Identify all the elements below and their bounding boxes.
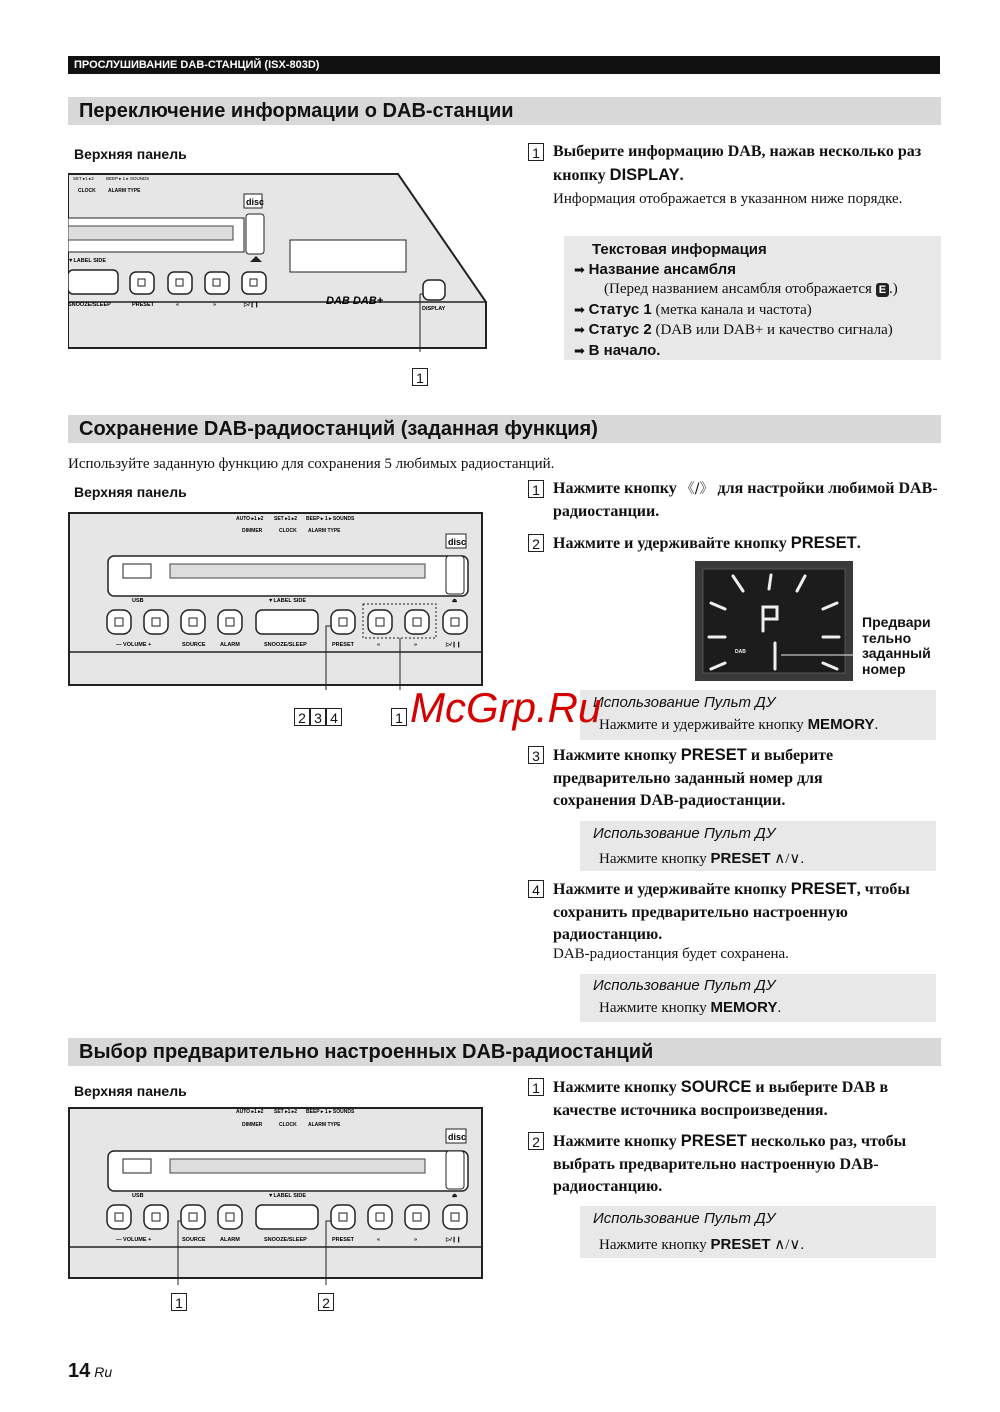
step-number: 4 — [528, 880, 544, 898]
svg-text:BEEP ▸ 1 ▸ SOUNDS: BEEP ▸ 1 ▸ SOUNDS — [306, 1109, 355, 1115]
page-header-bar: ПРОСЛУШИВАНИЕ DAB-СТАНЦИЙ (ISX-803D) — [68, 56, 940, 74]
note-text: Нажмите кнопку — [599, 1000, 711, 1016]
page-number: 14 — [68, 1360, 91, 1382]
remote-note-title: Использование Пульт ДУ — [593, 694, 776, 711]
step-text-end: и выберите предварительно заданный номер для сохранения DAB-радиостанции. — [553, 747, 834, 809]
rewind-ff-icon: 《/》 — [680, 481, 714, 497]
svg-text:BEEP ▸ 1 ▸ SOUNDS: BEEP ▸ 1 ▸ SOUNDS — [106, 176, 150, 181]
section-intro: Используйте заданную функцию для сохранения 5 любимых радиостанций. — [68, 456, 555, 472]
note-text-end: ∧/∨. — [770, 1237, 805, 1253]
callout-2: 2 — [318, 1293, 334, 1311]
note-text: Нажмите кнопку — [599, 851, 711, 867]
step-number: 3 — [528, 746, 544, 764]
section-title-select-preset: Выбор предварительно настроенных DAB-радиостанций — [68, 1038, 941, 1066]
svg-text:▼LABEL SIDE: ▼LABEL SIDE — [268, 598, 307, 604]
arrow-right-icon: ➡ — [574, 302, 585, 318]
step-number: 2 — [528, 1132, 544, 1150]
info-note: (Перед названием ансамбля отображается — [604, 281, 876, 297]
step-text-end: . — [679, 166, 684, 184]
svg-text:SET ▸1 ▸2: SET ▸1 ▸2 — [274, 1109, 298, 1115]
info-item: Название ансамбля — [588, 260, 736, 278]
info-item: Статус 1 — [588, 300, 652, 318]
svg-text:AUTO ▸1 ▸2: AUTO ▸1 ▸2 — [236, 516, 264, 522]
preset-key: PRESET — [710, 850, 771, 867]
svg-text:ALARM: ALARM — [220, 642, 240, 648]
svg-text:SNOOZE/SLEEP: SNOOZE/SLEEP — [264, 1237, 307, 1243]
panel-label: Верхняя панель — [74, 484, 187, 500]
step-4-instruction — [553, 878, 943, 947]
watermark: McGrp.Ru — [410, 684, 602, 731]
note-text-end: ∧/∨. — [770, 851, 805, 867]
svg-text:SET ▸1 ▸2: SET ▸1 ▸2 — [73, 176, 94, 181]
memory-key: MEMORY — [710, 999, 778, 1016]
svg-text:PRESET: PRESET — [132, 302, 155, 308]
step-text-end: и выберите DAB в качестве источника воспроизведения. — [553, 1079, 889, 1119]
remote-note-text — [599, 1235, 804, 1254]
step-text-end: для настройки любимой DAB-радиостанции. — [553, 480, 938, 520]
svg-text:— VOLUME +: — VOLUME + — [116, 642, 152, 648]
info-item-note: (DAB или DAB+ и качество сигнала) — [651, 322, 893, 338]
svg-text:▼LABEL SIDE: ▼LABEL SIDE — [68, 258, 107, 264]
svg-text:SOURCE: SOURCE — [182, 642, 206, 648]
step-2-instruction — [553, 532, 943, 556]
svg-text:DIMMER: DIMMER — [242, 528, 263, 534]
step-1-instruction — [553, 478, 943, 523]
callout-2: 2 — [294, 708, 310, 726]
svg-text:▷/❙❙: ▷/❙❙ — [446, 1237, 461, 1243]
device-top-panel-illustration-2 — [68, 512, 484, 690]
note-text-end: . — [777, 1000, 782, 1016]
panel-label: Верхняя панель — [74, 146, 187, 162]
section-title-save-stations: Сохранение DAB-радиостанций (заданная функция) — [68, 415, 941, 443]
svg-text:»: » — [414, 1237, 418, 1243]
svg-text:AUTO ▸1 ▸2: AUTO ▸1 ▸2 — [236, 1109, 264, 1115]
preset-key: PRESET — [680, 1132, 747, 1150]
svg-text:— VOLUME +: — VOLUME + — [116, 1237, 152, 1243]
svg-text:▼LABEL SIDE: ▼LABEL SIDE — [268, 1193, 307, 1199]
step-number: 1 — [528, 143, 544, 161]
svg-text:SNOOZE/SLEEP: SNOOZE/SLEEP — [68, 302, 111, 308]
svg-text:»: » — [213, 302, 217, 308]
step-text: Нажмите кнопку — [553, 1133, 681, 1150]
remote-note-box — [580, 690, 936, 740]
preset-key: PRESET — [790, 880, 857, 898]
svg-text:PRESET: PRESET — [332, 1237, 355, 1243]
step-3-instruction — [553, 744, 893, 813]
svg-text:⏏: ⏏ — [452, 1193, 458, 1199]
step-1-description: Информация отображается в указанном ниже порядке. — [553, 191, 903, 207]
callout-1: 1 — [171, 1293, 187, 1311]
svg-text:CLOCK: CLOCK — [279, 528, 297, 534]
info-head: Текстовая информация — [592, 241, 767, 258]
info-note-end: .) — [889, 281, 898, 297]
page-footer — [68, 1360, 112, 1383]
callout-1: 1 — [412, 368, 428, 386]
svg-text:DAB: DAB — [735, 649, 746, 655]
svg-text:CLOCK: CLOCK — [279, 1122, 297, 1128]
remote-note-title: Использование Пульт ДУ — [593, 977, 776, 994]
arrow-right-icon: ➡ — [574, 262, 585, 278]
step-text: Выберите информацию DAB, нажав несколько раз кнопку — [553, 143, 922, 184]
step-text-end: . — [856, 535, 861, 552]
preset-key: PRESET — [790, 534, 857, 552]
device-top-panel-illustration-1 — [68, 172, 488, 352]
step-text: Нажмите кнопку — [553, 747, 681, 764]
preset-key: PRESET — [710, 1236, 771, 1253]
callout-group-234 — [294, 708, 342, 728]
svg-text:CLOCK: CLOCK — [78, 188, 96, 194]
remote-note-box — [580, 974, 936, 1022]
svg-text:PRESET: PRESET — [332, 642, 355, 648]
svg-text:⏏: ⏏ — [452, 598, 458, 604]
info-order-box — [564, 236, 941, 360]
step-text-end: , чтобы сохранить предварительно настроенную радиостанцию. — [553, 881, 910, 943]
arrow-right-icon: ➡ — [574, 343, 585, 359]
info-item: В начало. — [588, 341, 661, 359]
step-number: 1 — [528, 480, 544, 498]
remote-note-text — [599, 716, 878, 734]
svg-text:USB: USB — [132, 598, 144, 604]
remote-note-box — [580, 1206, 936, 1258]
step-text: Нажмите и удерживайте кнопку — [553, 881, 791, 898]
front-display-illustration — [695, 561, 853, 681]
info-item: Статус 2 — [588, 321, 652, 338]
preset-key: PRESET — [680, 746, 747, 764]
step-2-instruction — [553, 1130, 943, 1199]
svg-text:ALARM: ALARM — [220, 1237, 240, 1243]
section-title-switch-info: Переключение информации о DAB-станции — [68, 97, 941, 125]
preset-number-label: Предвари тельно заданный номер — [862, 614, 931, 677]
step-text: Нажмите и удерживайте кнопку — [553, 535, 791, 552]
svg-text:SOURCE: SOURCE — [182, 1237, 206, 1243]
info-item-note: (метка канала и частота) — [651, 301, 812, 318]
svg-text:»: » — [414, 642, 418, 648]
step-number: 2 — [528, 534, 544, 552]
remote-note-text — [599, 999, 781, 1017]
remote-note-text — [599, 849, 804, 868]
source-key: SOURCE — [680, 1078, 752, 1096]
svg-text:ALARM TYPE: ALARM TYPE — [108, 188, 141, 194]
device-top-panel-illustration-3 — [68, 1107, 484, 1285]
svg-text:«: « — [377, 1237, 381, 1243]
svg-text:«: « — [377, 642, 381, 648]
svg-text:disc: disc — [246, 197, 265, 207]
arrow-right-icon: ➡ — [574, 323, 585, 338]
callout-1: 1 — [391, 708, 407, 726]
remote-note-box — [580, 821, 936, 871]
remote-note-title: Использование Пульт ДУ — [593, 1210, 776, 1227]
note-text: Нажмите и удерживайте кнопку — [599, 717, 808, 733]
panel-label: Верхняя панель — [74, 1083, 187, 1099]
step-4-description: DAB-радиостанция будет сохранена. — [553, 946, 789, 962]
remote-note-title: Использование Пульт ДУ — [593, 825, 776, 842]
svg-text:ALARM TYPE: ALARM TYPE — [308, 528, 341, 534]
svg-text:ALARM TYPE: ALARM TYPE — [308, 1122, 341, 1128]
svg-text:USB: USB — [132, 1193, 144, 1199]
svg-text:DIMMER: DIMMER — [242, 1122, 263, 1128]
svg-text:SNOOZE/SLEEP: SNOOZE/SLEEP — [264, 642, 307, 648]
callout-3: 3 — [310, 708, 326, 726]
callout-4: 4 — [326, 708, 342, 726]
step-text: Нажмите кнопку — [553, 480, 681, 497]
svg-text:DISPLAY: DISPLAY — [422, 306, 446, 312]
step-text: Нажмите кнопку — [553, 1079, 681, 1096]
svg-text:disc: disc — [448, 1132, 467, 1142]
memory-key: MEMORY — [807, 716, 875, 733]
svg-text:BEEP ▸ 1 ▸ SOUNDS: BEEP ▸ 1 ▸ SOUNDS — [306, 516, 355, 522]
svg-text:DAB DAB+: DAB DAB+ — [326, 295, 384, 307]
svg-text:▷/❙❙: ▷/❙❙ — [446, 642, 461, 648]
language-code: Ru — [94, 1364, 113, 1380]
display-key: DISPLAY — [609, 165, 680, 184]
step-text-end: несколько раз, чтобы выбрать предварительно настроенную DAB-радиостанцию. — [553, 1133, 907, 1195]
step-number: 1 — [528, 1078, 544, 1096]
svg-text:SET ▸1 ▸2: SET ▸1 ▸2 — [274, 516, 298, 522]
note-text: Нажмите кнопку — [599, 1237, 711, 1253]
svg-text:«: « — [176, 302, 180, 308]
note-text-end: . — [874, 717, 879, 733]
step-1-instruction — [553, 1076, 943, 1122]
svg-text:▷/❙❙: ▷/❙❙ — [244, 302, 259, 308]
svg-text:disc: disc — [448, 537, 467, 547]
step-1-instruction — [553, 141, 943, 187]
ensemble-e-icon: E — [876, 283, 889, 297]
